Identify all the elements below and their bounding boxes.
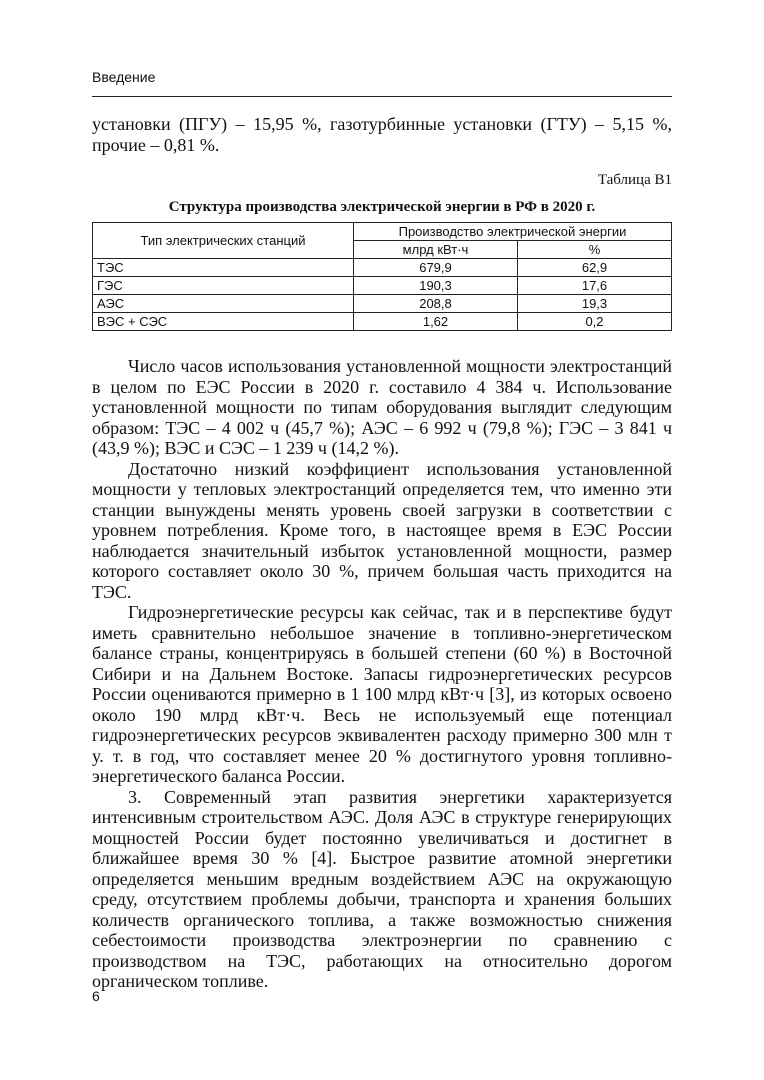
table-row: [93, 277, 672, 295]
body-text: [92, 356, 672, 992]
energy-production-table: [92, 222, 672, 331]
header-station-type: Тип электрических станций: [93, 223, 354, 259]
cell-value: 208,8: [354, 295, 518, 313]
running-header: Введение: [92, 69, 156, 85]
paragraph-nuclear-development: 3. Современный этап развития энергетики характеризуется интенсивным строительством АЭС. Доля АЭС в структуре генерирующих мощностей России будет постоянно увеличиваться и достигнет в ближайшее время 30 % [4]. Быстрое развитие атомной энергетики определяется меньшим вредным воздействием АЭС на окружающую среду, отсутствием проблемы добычи, транспорта и хранения больших количеств органического топлива, а также возможностью снижения себестоимости производства электроэнергии по сравнению с производством на ТЭС, работающих на относительно дорогом органическом топливе.: [92, 786, 672, 991]
header-percent: %: [518, 241, 672, 259]
cell-percent: 17,6: [518, 277, 672, 295]
cell-type: ВЭС + СЭС: [93, 313, 354, 331]
paragraph-thermal-capacity: Достаточно низкий коэффициент использования установленной мощности у тепловых электростанций определяется тем, что именно эти станции вынуждены менять уровень своей загрузки в соответствии с уровнем потребления. Кроме того, в настоящее время в ЕЭС России наблюдается значительный избыток установленной мощности, размер которого составляет около 30 %, причем большая часть приходится на ТЭС.: [92, 458, 672, 602]
header-rule: [92, 96, 672, 97]
table-row: [93, 313, 672, 331]
cell-value: 679,9: [354, 259, 518, 277]
cell-type: ТЭС: [93, 259, 354, 277]
cell-value: 190,3: [354, 277, 518, 295]
table-header-row: [93, 223, 672, 241]
cell-type: ГЭС: [93, 277, 354, 295]
paragraph-hydro-resources: Гидроэнергетические ресурсы как сейчас, так и в перспективе будут иметь сравнительно небольшое значение в топливно-энергетическом балансе страны, концентрируясь в большей степени (60 %) в Восточной Сибири и на Дальнем Востоке. Запасы гидроэнергетических ресурсов России оцениваются примерно в 1 100 млрд кВт·ч [3], из которых освоено около 190 млрд кВт·ч. Весь не используемый еще потенциал гидроэнергетических ресурсов эквивалентен расходу примерно 300 млн т у. т. в год, что составляет менее 20 % достигнутого уровня топливно-энергетического баланса России.: [92, 602, 672, 786]
table-caption: Таблица В1: [597, 172, 672, 188]
paragraph-utilization-hours: Число часов использования установленной мощности электростанций в целом по ЕЭС России в 2020 г. составило 4 384 ч. Использование установленной мощности по типам оборудования выглядит следующим образом: ТЭС – 4 002 ч (45,7 %); АЭС – 6 992 ч (79,8 %); ГЭС – 3 841 ч (43,9 %); ВЭС и СЭС – 1 239 ч (14,2 %).: [92, 356, 672, 458]
table-row: [93, 259, 672, 277]
page-number: 6: [92, 988, 100, 1004]
cell-percent: 19,3: [518, 295, 672, 313]
intro-paragraph: установки (ПГУ) – 15,95 %, газотурбинные установки (ГТУ) – 5,15 %, прочие – 0,81 %.: [92, 114, 672, 155]
header-production: Производство электрической энергии: [354, 223, 672, 241]
table-title: Структура производства электрической энергии в РФ в 2020 г.: [168, 199, 596, 215]
header-units: млрд кВт·ч: [354, 241, 518, 259]
table-row: [93, 295, 672, 313]
cell-percent: 0,2: [518, 313, 672, 331]
cell-value: 1,62: [354, 313, 518, 331]
cell-type: АЭС: [93, 295, 354, 313]
cell-percent: 62,9: [518, 259, 672, 277]
